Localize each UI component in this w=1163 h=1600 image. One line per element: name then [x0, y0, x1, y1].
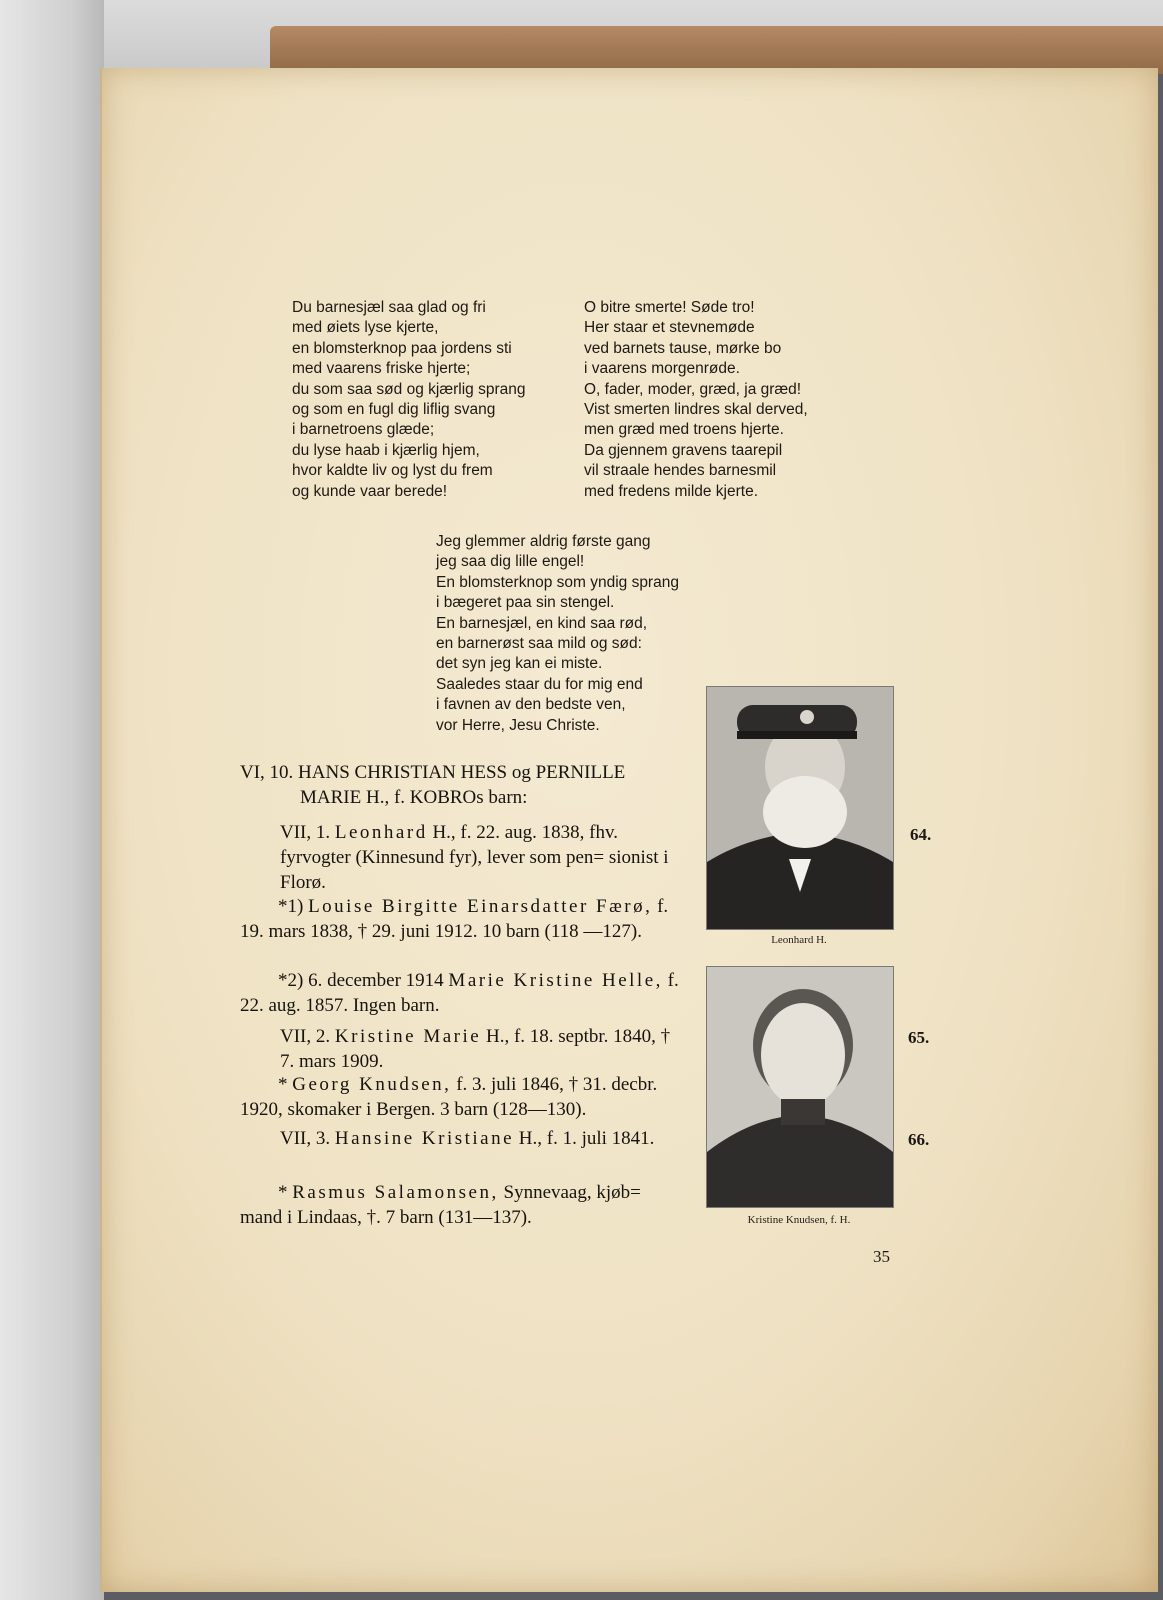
caption-leonhard: Leonhard H.	[771, 934, 827, 946]
figure-number-65: 65.	[908, 1028, 930, 1047]
portrait-leonhard-illustration	[707, 687, 893, 929]
entry-hansine: VII, 3. Hansine Kristiane H., f. 1. juli 1841.	[280, 1128, 655, 1149]
poem-right-stanza: O bitre smerte! Søde tro! Her staar et stevnemøde ved barnets tause, mørke bo i vaarens morgenrøde. O, fader, moder, græd, ja græd! Vist smerten lindres skal derved, men græd med troens hjerte. Da gjennem gravens taarepil vil straale hendes barnesmil med fredens milde kjerte.	[584, 299, 808, 500]
family-heading	[240, 760, 700, 810]
entry-name: Leonhard	[334, 822, 428, 843]
portrait-kristine-illustration	[707, 967, 893, 1207]
caption-kristine: Kristine Knudsen, f. H.	[747, 1214, 851, 1226]
spouse-name: Georg Knudsen,	[292, 1074, 452, 1095]
entry-kristine: VII, 2. Kristine Marie H., f. 18. septbr. 1840, † 7. mars 1909.	[280, 1026, 671, 1072]
family-heading-line1: VI, 10. HANS CHRISTIAN HESS og PERNILLE	[240, 762, 626, 783]
portrait-leonhard-photo	[706, 686, 894, 930]
poem-left-stanza: Du barnesjæl saa glad og fri med øiets lyse kjerte, en blomsterknop paa jordens sti med vaarens friske hjerte; du som saa sød og kjærlig sprang og som en fugl dig liflig svang i barnetroens glæde; du lyse haab i kjærlig hjem, hvor kaldte liv og lyst du frem og kunde vaar berede!	[292, 299, 526, 500]
scan-background-left	[0, 0, 104, 1600]
family-heading-line2: MARIE H., f. KOBROs barn:	[300, 787, 528, 808]
spouse-name: Louise Birgitte Einarsdatter Færø,	[308, 896, 653, 917]
spouse-georg: * Georg Knudsen, f. 3. juli 1846, † 31. decbr. 1920, skomaker i Bergen. 3 barn (128—130).	[240, 1074, 658, 1120]
entry-name: Kristine Marie	[334, 1026, 482, 1047]
portrait-kristine-photo	[706, 966, 894, 1208]
spouse-marie: *2) 6. december 1914 Marie Kristine Helle, f. 22. aug. 1857. Ingen barn.	[240, 970, 679, 1016]
figure-number-64: 64.	[910, 825, 932, 844]
poem-center-stanza: Jeg glemmer aldrig første gang jeg saa dig lille engel! En blomsterknop som yndig sprang i bægeret paa sin stengel. En barnesjæl, en kind saa rød, en barnerøst saa mild og sød: det syn jeg kan ei miste. Saaledes staar du for mig end i favnen av den bedste ven, vor Herre, Jesu Christe.	[436, 533, 679, 734]
spouse-rasmus: * Rasmus Salamonsen, Synnevaag, kjøb= mand i Lindaas, †. 7 barn (131—137).	[240, 1182, 641, 1228]
entry-name: Hansine Kristiane	[334, 1128, 515, 1149]
spouse-name: Rasmus Salamonsen,	[292, 1182, 499, 1203]
spouse-louise: *1) Louise Birgitte Einarsdatter Færø, f. 19. mars 1838, † 29. juni 1912. 10 barn (118 —127).	[240, 896, 669, 942]
figure-number-66: 66.	[908, 1130, 930, 1149]
back-cover-edge	[270, 26, 1163, 74]
page-number: 35	[873, 1247, 890, 1266]
spouse-name: Marie Kristine Helle,	[448, 970, 663, 991]
entry-leonhard: VII, 1. Leonhard H., f. 22. aug. 1838, fhv. fyrvogter (Kinnesund fyr), lever som pen= sionist i Florø.	[280, 822, 669, 893]
